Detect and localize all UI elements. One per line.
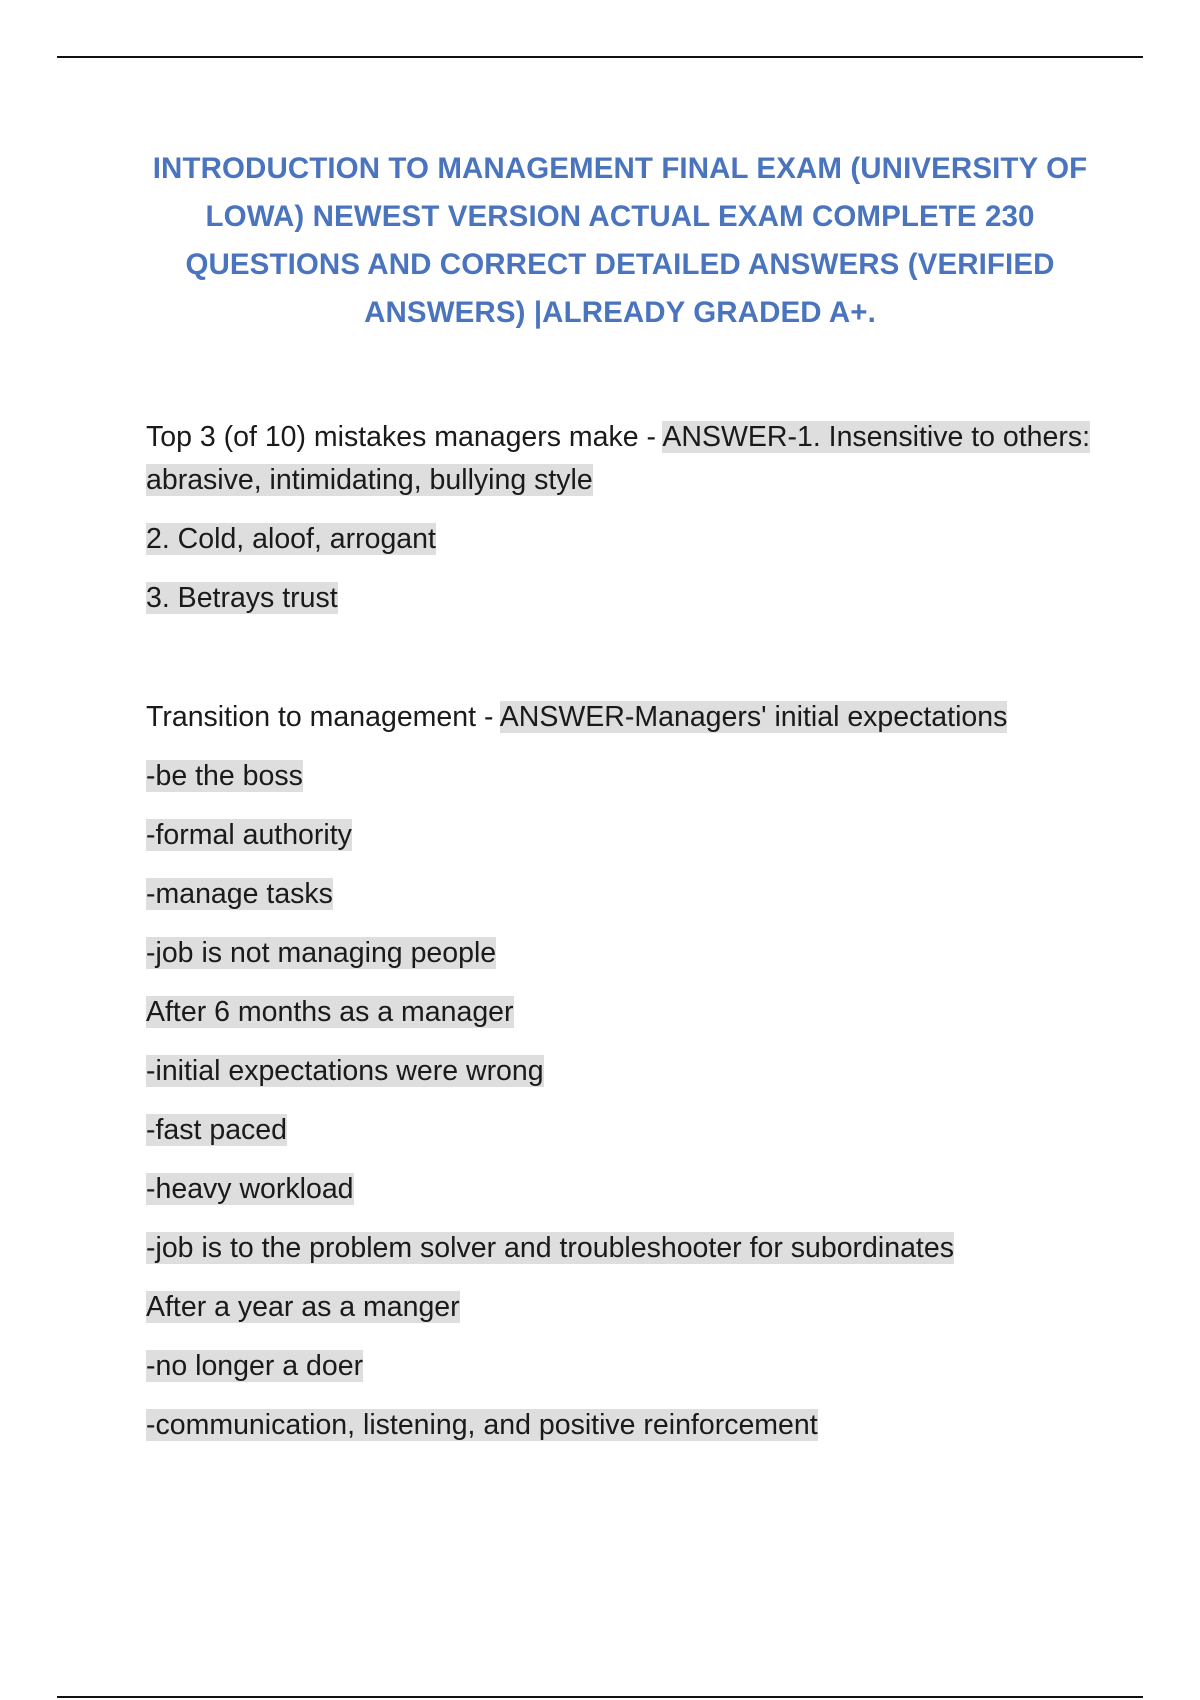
answer-text: -heavy workload [146, 1173, 354, 1205]
question-text: Transition to management - [146, 701, 500, 733]
answer-line [146, 1109, 1106, 1152]
answer-text: -manage tasks [146, 878, 333, 910]
question-text: Top 3 (of 10) mistakes managers make - [146, 421, 663, 453]
answer-text: 3. Betrays trust [146, 582, 338, 614]
answer-text: -initial expectations were wrong [146, 1055, 544, 1087]
answer-line [146, 991, 1106, 1034]
answer-text: 2. Cold, aloof, arrogant [146, 523, 436, 555]
answer-text: -job is not managing people [146, 937, 497, 969]
document-title: INTRODUCTION TO MANAGEMENT FINAL EXAM (UNIVERSITY OF LOWA) NEWEST VERSION ACTUAL EXAM COMPLETE 230 QUESTIONS AND CORRECT DETAILED ANSWERS (VERIFIED ANSWERS) |ALREADY GRADED A+. [152, 152, 1088, 329]
answer-line [146, 1050, 1106, 1093]
answer-line [146, 814, 1106, 857]
header-rule [57, 56, 1143, 58]
question-answer-paragraph [146, 416, 1106, 502]
answer-text: -be the boss [146, 760, 303, 792]
answer-line [146, 1404, 1106, 1447]
answer-text: ANSWER-1. Insensitive to others: abrasive, intimidating, bullying style [146, 421, 1091, 496]
answer-line [146, 518, 1106, 561]
answer-text: After 6 months as a manager [146, 996, 514, 1028]
answer-text: -job is to the problem solver and troubleshooter for subordinates [146, 1232, 954, 1264]
answer-text: -fast paced [146, 1114, 287, 1146]
answer-line [146, 1168, 1106, 1211]
answer-text: -communication, listening, and positive reinforcement [146, 1409, 818, 1441]
answer-text: -formal authority [146, 819, 352, 851]
answer-text: ANSWER-Managers' initial expectations [499, 701, 1008, 733]
answer-line [146, 932, 1106, 975]
footer-rule [57, 1696, 1143, 1698]
answer-line [146, 577, 1106, 620]
answer-line [146, 755, 1106, 798]
question-block-2 [146, 696, 1106, 1463]
answer-text: -no longer a doer [146, 1350, 364, 1382]
question-block-1 [146, 416, 1106, 636]
answer-text: After a year as a manger [146, 1291, 460, 1323]
question-answer-paragraph [146, 696, 1106, 739]
answer-line [146, 1227, 1106, 1270]
answer-line [146, 1345, 1106, 1388]
answer-line [146, 1286, 1106, 1329]
answer-line [146, 873, 1106, 916]
